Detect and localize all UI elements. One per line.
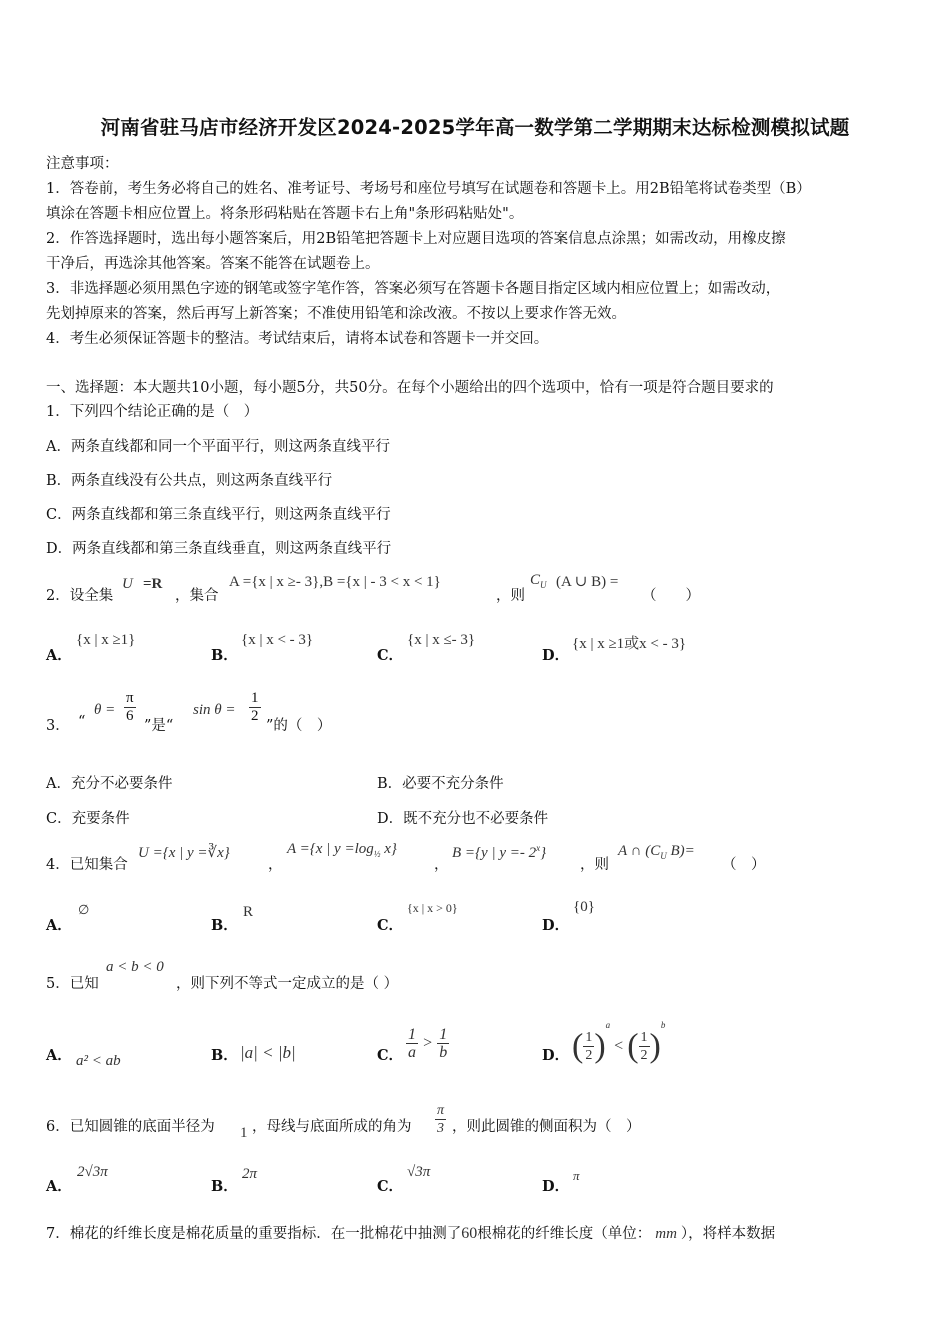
- option-b: B．两条直线没有公共点，则这两条直线平行: [46, 473, 333, 489]
- question-text: ，集合: [175, 588, 219, 604]
- math-sin: sin θ =: [193, 702, 236, 718]
- question-text: ，母线与底面所成的角为: [252, 1119, 412, 1135]
- option-label: D．: [542, 1047, 570, 1064]
- option-c: $\frac{1}{a}$ > $\frac{1}{b}$: [408, 1026, 448, 1061]
- option-a: ∅: [78, 902, 90, 917]
- notice-line: 干净后，再选涂其他答案。答案不能答在试题卷上。: [46, 256, 380, 272]
- question-text: 7．棉花的纤维长度是棉花质量的重要指标．在一批棉花中抽测了60根棉花的纤维长度（单位： mm ），将样本数据: [46, 1225, 776, 1242]
- math-union-expr: (A ∪ B) =: [556, 574, 619, 590]
- math-set-b: B ={y | y =- 2$^x$}: [452, 843, 547, 861]
- math-fraction: $\frac{1}{2}$: [640, 1029, 648, 1063]
- option-b: R: [243, 904, 254, 920]
- option-d: π: [573, 1168, 580, 1183]
- question-number: 5．已知: [46, 976, 99, 992]
- question-text: ，: [434, 857, 449, 873]
- notice-heading: 注意事项：: [46, 156, 119, 172]
- math-fraction: $\frac{1}{2}$: [251, 690, 259, 724]
- option-label: C．: [377, 917, 404, 934]
- notice-line: 3．非选择题必须用黑色字迹的钢笔或签字笔作答，答案必须写在答题卡各题目指定区域内相应位置上；如需改动，: [46, 281, 781, 297]
- option-label: A．: [46, 1047, 72, 1064]
- option-label: A．: [46, 917, 72, 934]
- math-fraction: $\frac{1}{b}$: [439, 1026, 448, 1061]
- notice-line: 1．答卷前，考生务必将自己的姓名、准考证号、考场号和座位号填写在试题卷和答题卡上。用2B铅笔将试卷类型（B）: [46, 181, 811, 197]
- section-heading: 一、选择题：本大题共10小题，每小题5分，共50分。在每个小题给出的四个选项中，恰有一项是符合题目要求的: [46, 380, 774, 396]
- question-number: 2．设全集: [46, 588, 114, 604]
- notice-line: 2．作答选择题时，选出每小题答案后，用2B铅笔把答题卡上对应题目选项的答案信息点涂黑；如需改动，用橡皮擦: [46, 231, 786, 247]
- answer-paren: （ ）: [642, 588, 700, 604]
- question-number: 6．已知圆锥的底面半径为: [46, 1119, 215, 1135]
- math-sets: A ={x | x ≥- 3},B ={x | - 3 < x < 1}: [229, 574, 441, 590]
- option-label: C．: [377, 1178, 404, 1195]
- math-condition: a < b < 0: [106, 959, 164, 975]
- math-theta: θ =: [94, 702, 116, 718]
- question-text: “: [78, 714, 86, 730]
- option-label: C．: [377, 647, 404, 664]
- notice-line: 先划掉原来的答案，然后再写上新答案；不准使用铅笔和涂改液。不按以上要求作答无效。: [46, 306, 626, 322]
- math-eq-r: =R: [143, 576, 163, 592]
- question-text: ，则此圆锥的侧面积为（ ）: [452, 1119, 641, 1135]
- question-text: ”的（ ）: [266, 718, 332, 734]
- option-label: D．: [542, 917, 570, 934]
- notice-line: 填涂在答题卡相应位置上。将条形码粘贴在答题卡右上角"条形码粘贴处"。: [46, 206, 524, 222]
- math-u: U: [122, 576, 133, 592]
- math-fraction: $\frac{\pi}{3}$: [437, 1103, 445, 1136]
- option-c: {x | x ≤- 3}: [407, 632, 476, 648]
- answer-paren: （ ）: [722, 857, 766, 873]
- option-d: {x | x ≥1或x < - 3}: [572, 636, 687, 652]
- math-radius: 1: [240, 1125, 248, 1141]
- option-d: {0}: [573, 899, 595, 915]
- option-label: B．: [211, 1178, 238, 1195]
- option-c: C．充要条件: [46, 811, 130, 827]
- option-a: 2√3π: [77, 1164, 108, 1180]
- option-label: A．: [46, 647, 72, 664]
- math-fraction: $\frac{1}{a}$: [408, 1026, 416, 1061]
- question-number: 4．已知集合: [46, 857, 128, 873]
- option-d: ( $\frac{1}{2}$ )$^a$ < ( $\frac{1}{2}$ )$^b$: [572, 1020, 666, 1065]
- math-intersection: A ∩ ($C_U$ B)=: [618, 843, 695, 861]
- option-label: B．: [211, 647, 238, 664]
- question-text: ，则下列不等式一定成立的是（ ）: [176, 976, 399, 992]
- option-c: C．两条直线都和第三条直线平行，则这两条直线平行: [46, 507, 391, 523]
- question-text: ，则: [580, 857, 609, 873]
- math-set-u: U ={x | y =∛x}: [138, 845, 230, 861]
- option-a: A．两条直线都和同一个平面平行，则这两条直线平行: [46, 439, 390, 455]
- question-number: 3．: [46, 718, 70, 734]
- option-label: C．: [377, 1047, 404, 1064]
- option-d: D．两条直线都和第三条直线垂直，则这两条直线平行: [46, 541, 392, 557]
- question-text: ，则: [496, 588, 525, 604]
- option-d: D．既不充分也不必要条件: [377, 811, 549, 827]
- option-label: A．: [46, 1178, 72, 1195]
- option-a: {x | x ≥1}: [76, 632, 136, 648]
- option-a: a² < ab: [76, 1053, 121, 1069]
- question-text: ”是“: [144, 718, 174, 734]
- question-text: ，: [268, 857, 283, 873]
- option-label: D．: [542, 1178, 570, 1195]
- option-b: B．必要不充分条件: [377, 776, 504, 792]
- option-label: D．: [542, 647, 570, 664]
- notice-line: 4．考生必须保证答题卡的整洁。考试结束后，请将本试卷和答题卡一并交回。: [46, 331, 549, 347]
- math-fraction: $\frac{1}{2}$: [585, 1029, 593, 1063]
- option-c: √3π: [407, 1164, 431, 1180]
- math-fraction: $\frac{\pi}{6}$: [126, 690, 134, 724]
- option-c: {x | x > 0}: [407, 901, 458, 915]
- option-b: {x | x < - 3}: [241, 632, 314, 648]
- question-stem: 1．下列四个结论正确的是（ ）: [46, 404, 259, 420]
- option-label: B．: [211, 917, 238, 934]
- math-complement: $C_U$: [530, 572, 547, 590]
- option-b: |a| < |b|: [240, 1043, 296, 1062]
- page-title: 河南省驻马店市经济开发区2024-2025学年高一数学第二学期期末达标检测模拟试题: [100, 116, 850, 139]
- option-a: A．充分不必要条件: [46, 776, 173, 792]
- math-set-a: A ={x | $y =\log_{\frac{1}{2}}$ x}: [287, 841, 397, 859]
- option-label: B．: [211, 1047, 238, 1064]
- option-b: 2π: [242, 1166, 258, 1182]
